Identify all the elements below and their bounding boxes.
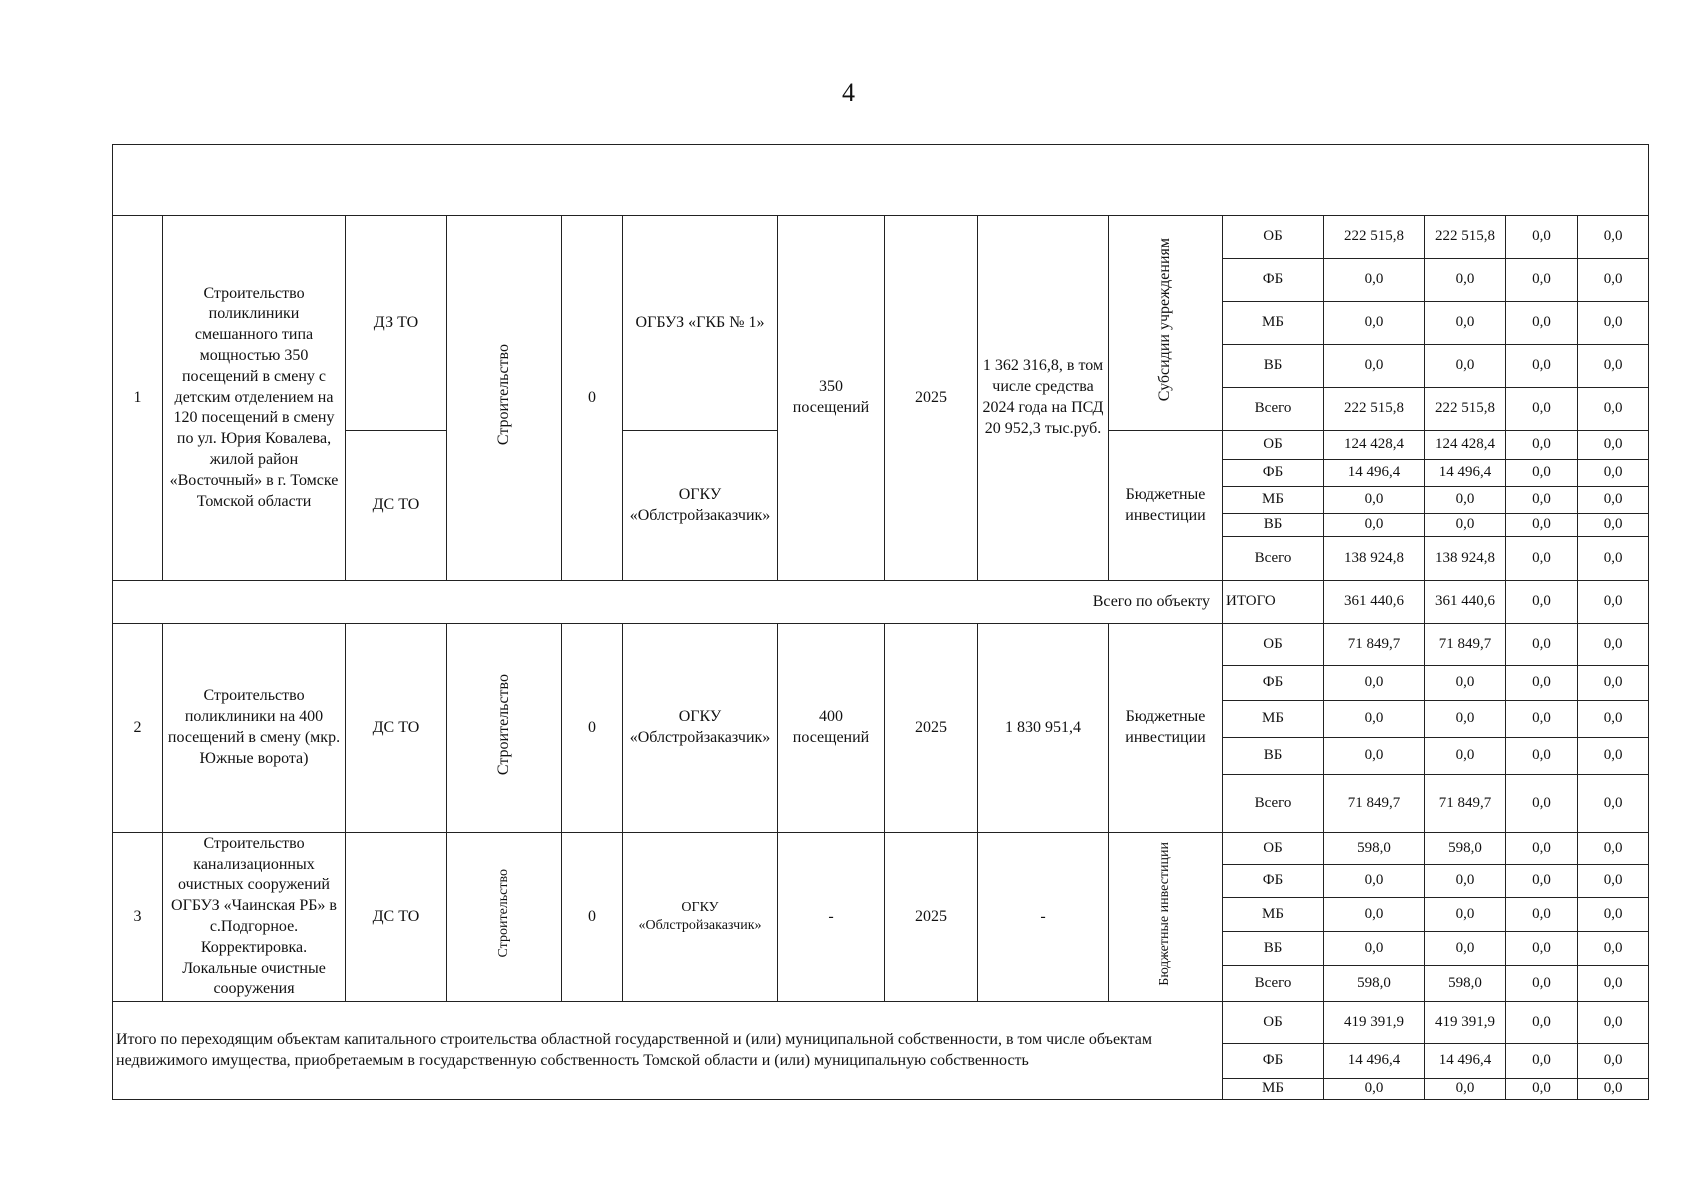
zero-value: 0 [562,624,623,833]
value: 419 391,9 [1324,1002,1425,1044]
source: МБ [1223,701,1324,738]
capital-construction-table [112,144,1649,1100]
value: 0,0 [1578,898,1649,932]
value: 419 391,9 [1425,1002,1506,1044]
year: 2025 [885,833,978,1002]
value: 0,0 [1506,865,1578,898]
source: МБ [1223,302,1324,345]
value: 0,0 [1578,345,1649,388]
value: 0,0 [1425,302,1506,345]
value: 0,0 [1506,581,1578,624]
row-number: 2 [113,624,163,833]
value: 0,0 [1425,898,1506,932]
value: 138 924,8 [1425,537,1506,581]
work-type: Строительство [494,674,512,776]
funding-form: Бюджетные инвестиции [1109,624,1223,833]
value: 0,0 [1578,865,1649,898]
value: 0,0 [1324,302,1425,345]
organization: ОГКУ «Облстройзаказчик» [623,431,778,581]
customer: ДС ТО [346,431,447,581]
value: 0,0 [1506,537,1578,581]
source: ФБ [1223,666,1324,701]
value: 71 849,7 [1425,624,1506,666]
source: Всего [1223,966,1324,1002]
value: 71 849,7 [1425,775,1506,833]
work-type: Строительство [495,869,511,958]
source: ВБ [1223,932,1324,966]
row-number: 1 [113,216,163,581]
summary-row [113,1002,1649,1044]
cost: - [978,833,1109,1002]
value: 0,0 [1578,259,1649,302]
value: 0,0 [1506,259,1578,302]
source: ОБ [1223,624,1324,666]
value: 222 515,8 [1324,216,1425,259]
value: 0,0 [1506,833,1578,865]
value: 0,0 [1425,345,1506,388]
source: МБ [1223,1079,1324,1100]
cost: 1 362 316,8, в том числе средства 2024 года на ПСД 20 952,3 тыс.руб. [978,216,1109,581]
cost: 1 830 951,4 [978,624,1109,833]
work-type: Строительство [494,344,512,446]
value: 124 428,4 [1425,431,1506,460]
value: 0,0 [1578,487,1649,514]
value: 0,0 [1324,865,1425,898]
source: МБ [1223,898,1324,932]
source: ФБ [1223,865,1324,898]
value: 138 924,8 [1324,537,1425,581]
value: 0,0 [1425,487,1506,514]
value: 71 849,7 [1324,775,1425,833]
value: 0,0 [1506,514,1578,537]
value: 0,0 [1578,460,1649,487]
value: 0,0 [1506,302,1578,345]
value: 0,0 [1506,431,1578,460]
value: 0,0 [1578,966,1649,1002]
source: Всего [1223,537,1324,581]
value: 14 496,4 [1425,460,1506,487]
value: 222 515,8 [1425,216,1506,259]
source: ВБ [1223,738,1324,775]
value: 0,0 [1324,259,1425,302]
object-total-row [113,581,1649,624]
value: 0,0 [1506,738,1578,775]
value: 0,0 [1324,932,1425,966]
value: 124 428,4 [1324,431,1425,460]
table-row [113,833,1649,865]
value: 0,0 [1425,738,1506,775]
value: 0,0 [1578,666,1649,701]
source: ОБ [1223,833,1324,865]
value: 0,0 [1578,388,1649,431]
value: 0,0 [1578,624,1649,666]
value: 0,0 [1425,1079,1506,1100]
funding-form: Бюджетные инвестиции [1157,841,1173,986]
object-total-label: Всего по объекту [113,581,1223,624]
source: ОБ [1223,1002,1324,1044]
value: 0,0 [1578,1002,1649,1044]
funding-form: Бюджетные инвестиции [1109,431,1223,581]
value: 361 440,6 [1324,581,1425,624]
value: 0,0 [1506,487,1578,514]
customer: ДС ТО [346,624,447,833]
value: 0,0 [1506,1002,1578,1044]
zero-value: 0 [562,216,623,581]
source: ОБ [1223,431,1324,460]
value: 0,0 [1578,431,1649,460]
year: 2025 [885,624,978,833]
customer: ДС ТО [346,833,447,1002]
source: Всего [1223,388,1324,431]
value: 0,0 [1506,966,1578,1002]
source: ВБ [1223,514,1324,537]
value: 598,0 [1425,966,1506,1002]
value: 0,0 [1425,932,1506,966]
value: 0,0 [1324,487,1425,514]
source: МБ [1223,487,1324,514]
capacity: 400 посещений [778,624,885,833]
year: 2025 [885,216,978,581]
value: 598,0 [1324,966,1425,1002]
value: 0,0 [1324,1079,1425,1100]
value: 0,0 [1506,1079,1578,1100]
source: ВБ [1223,345,1324,388]
value: 0,0 [1506,701,1578,738]
source: Всего [1223,775,1324,833]
source: ОБ [1223,216,1324,259]
value: 0,0 [1506,775,1578,833]
value: 0,0 [1506,345,1578,388]
value: 0,0 [1578,1079,1649,1100]
organization: ОГБУЗ «ГКБ № 1» [623,216,778,431]
value: 0,0 [1506,932,1578,966]
value: 222 515,8 [1425,388,1506,431]
object-name: Строительство канализационных очистных сооружений ОГБУЗ «Чаинская РБ» в с.Подгорное. Корректировка. Локальные очистные сооружения [163,833,346,1002]
row-number: 3 [113,833,163,1002]
value: 0,0 [1506,898,1578,932]
value: 0,0 [1578,302,1649,345]
value: 0,0 [1425,259,1506,302]
value: 0,0 [1324,666,1425,701]
value: 0,0 [1324,345,1425,388]
value: 0,0 [1324,701,1425,738]
value: 0,0 [1578,738,1649,775]
value: 0,0 [1506,460,1578,487]
value: 0,0 [1578,701,1649,738]
summary-label: Итого по переходящим объектам капитального строительства областной государственной и (или) муниципальной собственности, в том числе объектам недвижимого имущества, приобретаемым в государственную собственность Томской области и (или) муниципальную собственность [113,1002,1223,1100]
value: 598,0 [1324,833,1425,865]
value: 0,0 [1425,701,1506,738]
table-row [113,216,1649,259]
value: 0,0 [1578,537,1649,581]
value: 0,0 [1324,898,1425,932]
source: ИТОГО [1223,581,1324,624]
customer: ДЗ ТО [346,216,447,431]
value: 71 849,7 [1324,624,1425,666]
value: 0,0 [1425,666,1506,701]
organization: ОГКУ «Облстройзаказчик» [623,624,778,833]
value: 0,0 [1578,932,1649,966]
value: 14 496,4 [1324,460,1425,487]
capacity: 350 посещений [778,216,885,581]
value: 0,0 [1506,216,1578,259]
value: 0,0 [1506,624,1578,666]
value: 0,0 [1324,738,1425,775]
value: 0,0 [1578,1044,1649,1079]
object-name: Строительство поликлиники на 400 посещений в смену (мкр. Южные ворота) [163,624,346,833]
value: 0,0 [1506,666,1578,701]
zero-value: 0 [562,833,623,1002]
value: 222 515,8 [1324,388,1425,431]
value: 14 496,4 [1425,1044,1506,1079]
object-name: Строительство поликлиники смешанного типа мощностью 350 посещений в смену с детским отделением на 120 посещений в смену по ул. Юрия Ковалева, жилой район «Восточный» в г. Томске Томской области [163,216,346,581]
value: 0,0 [1324,514,1425,537]
organization: ОГКУ «Облстройзаказчик» [623,833,778,1002]
value: 0,0 [1578,216,1649,259]
value: 14 496,4 [1324,1044,1425,1079]
funding-form: Субсидии учреждениям [1156,238,1174,402]
value: 0,0 [1506,388,1578,431]
table-row [113,624,1649,666]
value: 0,0 [1578,514,1649,537]
source: ФБ [1223,259,1324,302]
value: 0,0 [1578,833,1649,865]
capacity: - [778,833,885,1002]
value: 0,0 [1578,581,1649,624]
value: 0,0 [1425,865,1506,898]
page-number: 4 [842,78,855,107]
value: 0,0 [1425,514,1506,537]
value: 361 440,6 [1425,581,1506,624]
source: ФБ [1223,460,1324,487]
value: 0,0 [1506,1044,1578,1079]
value: 0,0 [1578,775,1649,833]
value: 598,0 [1425,833,1506,865]
source: ФБ [1223,1044,1324,1079]
table-header-blank [113,145,1649,216]
